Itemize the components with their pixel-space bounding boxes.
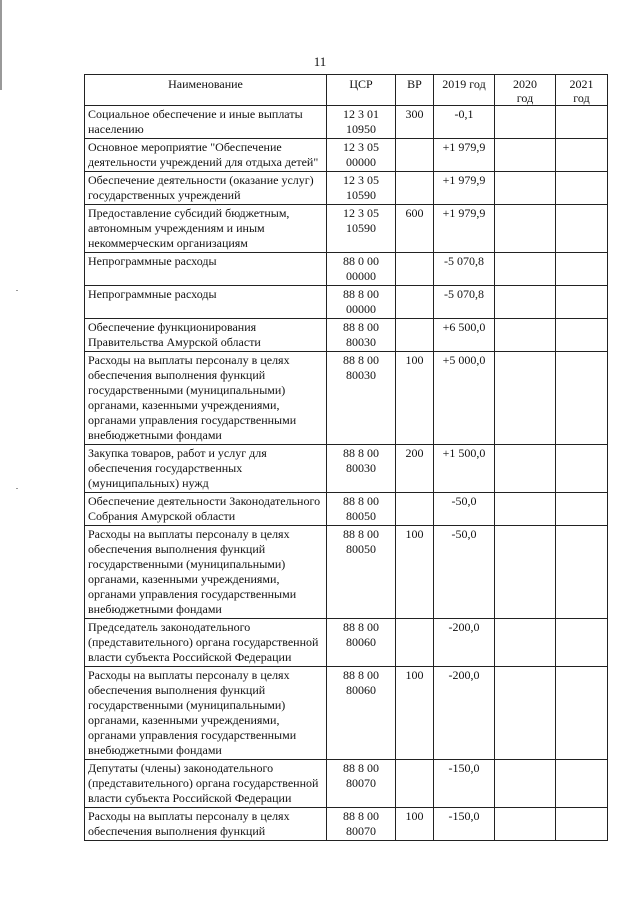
cell-name: Обеспечение функционирования Правительства Амурской области: [85, 319, 327, 352]
cell-y2019: -200,0: [434, 667, 495, 760]
cell-vr: [396, 172, 434, 205]
table-row: [85, 526, 608, 619]
table-row: [85, 205, 608, 253]
cell-csr: 12 3 01 10950: [327, 106, 396, 139]
table-row: [85, 319, 608, 352]
cell-y2020: [495, 286, 556, 319]
cell-y2020: [495, 319, 556, 352]
cell-y2020: [495, 106, 556, 139]
table-row: [85, 445, 608, 493]
cell-y2021: [556, 253, 608, 286]
cell-y2020: [495, 352, 556, 445]
cell-name: Обеспечение деятельности Законодательного Собрания Амурской области: [85, 493, 327, 526]
cell-y2021: [556, 205, 608, 253]
cell-y2021: [556, 526, 608, 619]
cell-vr: 100: [396, 808, 434, 841]
header-2021: [556, 75, 608, 106]
cell-csr: 88 8 00 80030: [327, 319, 396, 352]
table-row: [85, 667, 608, 760]
cell-vr: 200: [396, 445, 434, 493]
cell-name: Расходы на выплаты персоналу в целях обеспечения выполнения функций: [85, 808, 327, 841]
cell-y2019: -50,0: [434, 526, 495, 619]
cell-name: Непрограммные расходы: [85, 253, 327, 286]
table-row: [85, 352, 608, 445]
cell-y2019: +1 979,9: [434, 205, 495, 253]
cell-y2019: -50,0: [434, 493, 495, 526]
cell-name: Расходы на выплаты персоналу в целях обеспечения выполнения функций государственными (муниципальными) органами, казенными учреждениями, органами управления государственными внебюджетными фондами: [85, 352, 327, 445]
cell-y2019: +1 500,0: [434, 445, 495, 493]
cell-name: Непрограммные расходы: [85, 286, 327, 319]
table-row: [85, 253, 608, 286]
cell-vr: [396, 286, 434, 319]
cell-y2021: [556, 106, 608, 139]
cell-y2021: [556, 619, 608, 667]
cell-csr: 88 8 00 80060: [327, 619, 396, 667]
cell-y2019: -200,0: [434, 619, 495, 667]
header-2020-unit: год: [516, 91, 534, 105]
header-2021-unit: год: [573, 91, 590, 105]
table-row: [85, 106, 608, 139]
table-row: [85, 493, 608, 526]
cell-csr: 12 3 05 00000: [327, 139, 396, 172]
cell-csr: 88 8 00 80050: [327, 526, 396, 619]
cell-vr: [396, 139, 434, 172]
cell-csr: 88 8 00 80030: [327, 352, 396, 445]
header-2021-year: 2021: [569, 77, 594, 91]
cell-y2021: [556, 319, 608, 352]
cell-csr: 88 8 00 00000: [327, 286, 396, 319]
cell-y2020: [495, 808, 556, 841]
cell-y2019: +1 979,9: [434, 172, 495, 205]
cell-name: Предоставление субсидий бюджетным, автономным учреждениям и иным некоммерческим организациям: [85, 205, 327, 253]
cell-y2021: [556, 139, 608, 172]
header-2020: [495, 75, 556, 106]
cell-y2020: [495, 493, 556, 526]
table-row: [85, 619, 608, 667]
cell-name: Социальное обеспечение и иные выплаты населению: [85, 106, 327, 139]
cell-y2019: -0,1: [434, 106, 495, 139]
cell-vr: [396, 253, 434, 286]
cell-csr: 12 3 05 10590: [327, 172, 396, 205]
cell-y2019: +6 500,0: [434, 319, 495, 352]
cell-y2020: [495, 667, 556, 760]
header-2019: 2019 год: [434, 75, 495, 106]
table-header-row: [85, 75, 608, 106]
cell-vr: [396, 319, 434, 352]
cell-name: Обеспечение деятельности (оказание услуг) государственных учреждений: [85, 172, 327, 205]
cell-csr: 88 0 00 00000: [327, 253, 396, 286]
cell-vr: 100: [396, 526, 434, 619]
cell-y2020: [495, 619, 556, 667]
cell-y2020: [495, 253, 556, 286]
cell-y2019: -5 070,8: [434, 286, 495, 319]
header-2020-year: 2020: [513, 77, 537, 91]
cell-y2020: [495, 526, 556, 619]
header-csr: ЦСР: [327, 75, 396, 106]
cell-vr: 300: [396, 106, 434, 139]
header-vr: ВР: [396, 75, 434, 106]
cell-vr: [396, 760, 434, 808]
cell-vr: [396, 493, 434, 526]
table-row: [85, 139, 608, 172]
cell-name: Закупка товаров, работ и услуг для обеспечения государственных (муниципальных) нужд: [85, 445, 327, 493]
table-row: [85, 808, 608, 841]
page-number: 11: [313, 54, 327, 69]
cell-y2021: [556, 352, 608, 445]
cell-name: Основное мероприятие "Обеспечение деятельности учреждений для отдыха детей": [85, 139, 327, 172]
cell-y2019: -5 070,8: [434, 253, 495, 286]
cell-csr: 88 8 00 80060: [327, 667, 396, 760]
table-row: [85, 760, 608, 808]
cell-y2020: [495, 445, 556, 493]
scan-edge-mark: [16, 488, 18, 489]
cell-y2021: [556, 760, 608, 808]
cell-vr: [396, 619, 434, 667]
cell-name: Расходы на выплаты персоналу в целях обеспечения выполнения функций государственными (муниципальными) органами, казенными учреждениями, органами управления государственными внебюджетными фондами: [85, 526, 327, 619]
cell-vr: 600: [396, 205, 434, 253]
budget-table: [84, 74, 608, 841]
cell-y2020: [495, 205, 556, 253]
cell-y2019: -150,0: [434, 808, 495, 841]
cell-csr: 88 8 00 80050: [327, 493, 396, 526]
cell-csr: 12 3 05 10590: [327, 205, 396, 253]
cell-y2020: [495, 760, 556, 808]
cell-csr: 88 8 00 80070: [327, 760, 396, 808]
cell-y2021: [556, 493, 608, 526]
cell-y2021: [556, 667, 608, 760]
scan-edge-mark: [0, 0, 2, 90]
header-name: Наименование: [85, 75, 327, 106]
cell-vr: 100: [396, 667, 434, 760]
cell-name: Депутаты (члены) законодательного (представительного) органа государственной власти субъекта Российской Федерации: [85, 760, 327, 808]
cell-vr: 100: [396, 352, 434, 445]
table-row: [85, 286, 608, 319]
cell-y2021: [556, 286, 608, 319]
cell-y2019: +1 979,9: [434, 139, 495, 172]
cell-y2021: [556, 445, 608, 493]
cell-csr: 88 8 00 80030: [327, 445, 396, 493]
cell-y2021: [556, 172, 608, 205]
cell-y2020: [495, 172, 556, 205]
cell-name: Председатель законодательного (представительного) органа государственной власти субъекта Российской Федерации: [85, 619, 327, 667]
cell-y2020: [495, 139, 556, 172]
table-row: [85, 172, 608, 205]
cell-y2019: -150,0: [434, 760, 495, 808]
cell-y2019: +5 000,0: [434, 352, 495, 445]
cell-y2021: [556, 808, 608, 841]
cell-csr: 88 8 00 80070: [327, 808, 396, 841]
cell-name: Расходы на выплаты персоналу в целях обеспечения выполнения функций государственными (муниципальными) органами, казенными учреждениями, органами управления государственными внебюджетными фондами: [85, 667, 327, 760]
scan-edge-mark: [16, 290, 18, 291]
